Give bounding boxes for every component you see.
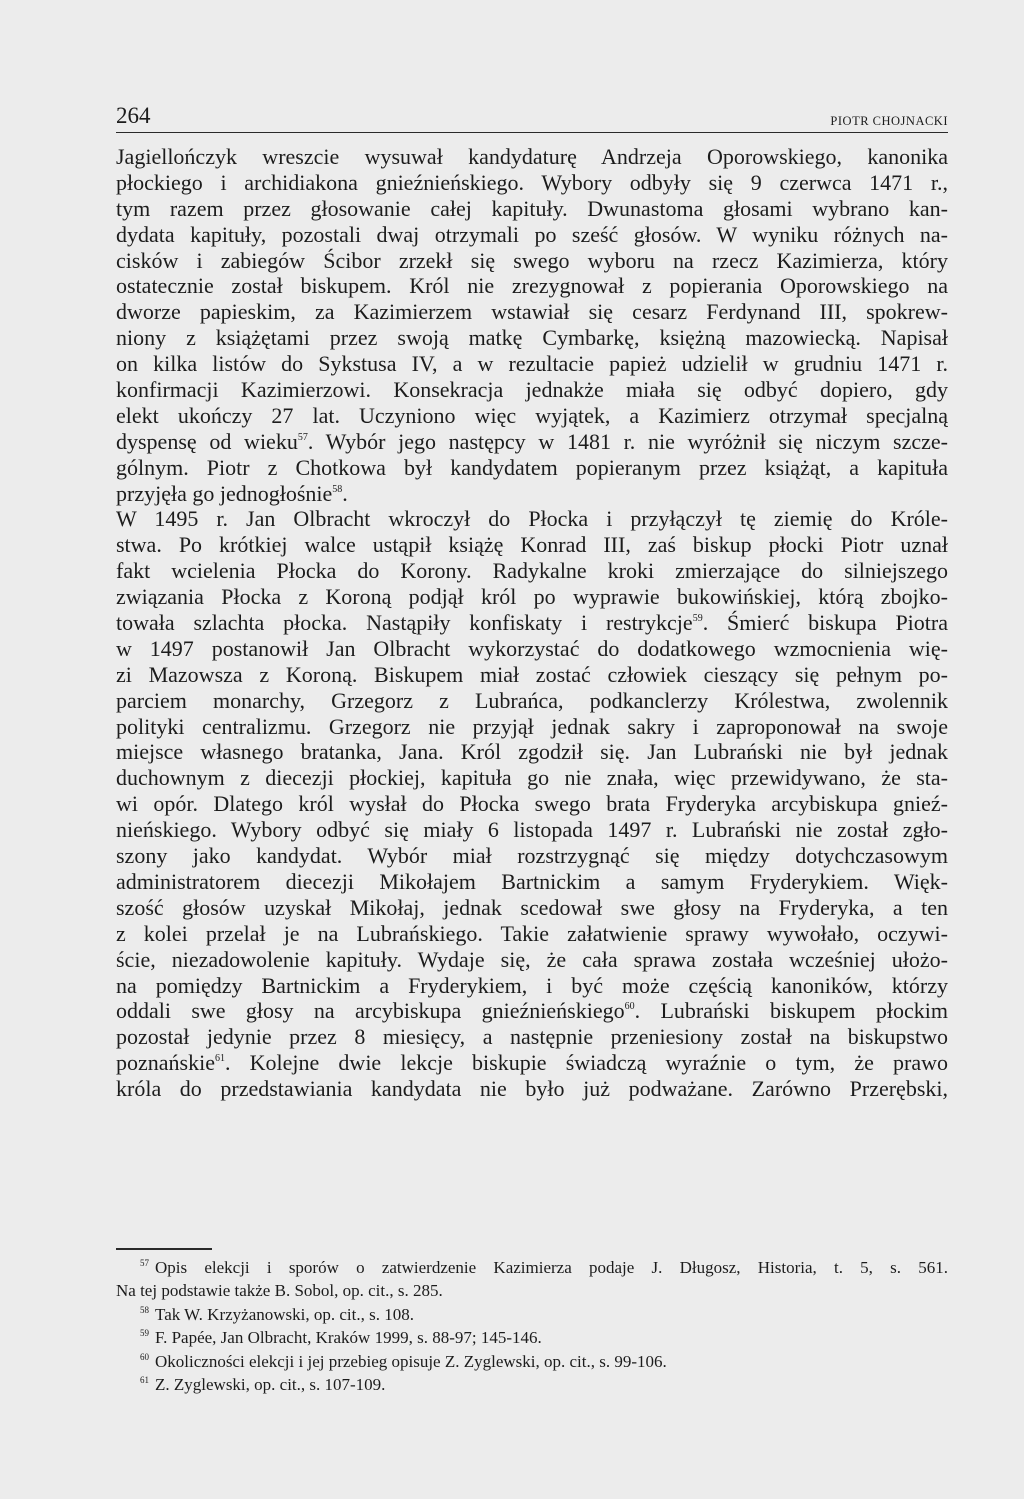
text-line	[116, 325, 948, 351]
text-line	[116, 714, 948, 740]
footnote-number: 61	[140, 1374, 149, 1385]
text-segment: ostatecznie został biskupem. Król nie zrezygnował z popierania Oporowskiego na	[116, 273, 948, 299]
text-line	[116, 248, 948, 274]
text-segment: pozostał jedynie przez 8 miesięcy, a następnie przeniesiony został na biskupstwo	[116, 1024, 948, 1050]
text-segment: stwa. Po krótkiej walce ustąpił książę Konrad III, zaś biskup płocki Piotr uznał	[116, 532, 948, 558]
text-segment: związania Płocka z Koroną podjął król po wyprawie bukowińskiej, którą zbojko-	[116, 584, 948, 610]
text-segment: nieńskiego. Wybory odbyć się miały 6 listopada 1497 r. Lubrański nie został zgło-	[116, 817, 948, 843]
text-line	[116, 636, 948, 662]
text-segment: dydata kapituły, pozostali dwaj otrzymali po sześć głosów. W wyniku różnych na-	[116, 221, 948, 247]
text-line	[116, 947, 948, 973]
text-line	[116, 532, 948, 558]
text-line	[116, 688, 948, 714]
text-segment: miejsce własnego bratanka, Jana. Król zgodził się. Jan Lubrański nie był jednak	[116, 739, 948, 765]
footnote-line	[116, 1350, 948, 1373]
footnote-line	[116, 1373, 948, 1396]
text-segment: dyspensę od wieku	[116, 428, 298, 454]
footnote-text: Okoliczności elekcji i jej przebieg opisuje Z. Zyglewski, op. cit., s. 99-106.	[155, 1351, 667, 1371]
footnote-reference[interactable]: 60	[624, 1001, 635, 1013]
footnote-text: Na tej podstawie także B. Sobol, op. cit., s. 285.	[116, 1281, 443, 1301]
text-segment: dworze papieskim, za Kazimierzem wstawiał się cesarz Ferdynand III, spokrew-	[116, 299, 948, 325]
text-line	[116, 739, 948, 765]
page-number: 264	[116, 103, 151, 128]
text-segment: . Lubrański biskupem płockim	[634, 998, 948, 1024]
text-line	[116, 170, 948, 196]
footnote-line	[116, 1279, 948, 1302]
text-segment: w 1497 postanowił Jan Olbracht wykorzystać do dodatkowego wzmocnienia wię-	[116, 635, 948, 661]
text-segment: szość głosów uzyskał Mikołaj, jednak scedował swe głosy na Fryderyka, a ten	[116, 894, 948, 920]
text-line	[116, 998, 948, 1024]
text-segment: polityki centralizmu. Grzegorz nie przyjął jednak sakry i zaproponował na swoje	[116, 713, 948, 739]
text-line	[116, 895, 948, 921]
footnote-text: F. Papée, Jan Olbracht, Kraków 1999, s. 88-97; 145-146.	[155, 1328, 542, 1348]
footnote-number: 58	[140, 1304, 149, 1315]
text-segment: szony jako kandydat. Wybór miał rozstrzygnąć się między dotychczasowym	[116, 843, 948, 869]
text-segment: poznańskie	[116, 1050, 215, 1076]
text-segment: fakt wcielenia Płocka do Korony. Radykalne kroki zmierzające do silniejszego	[116, 558, 948, 584]
text-segment: . Kolejne dwie lekcje biskupie świadczą wyraźnie o tym, że prawo	[224, 1050, 948, 1076]
text-segment: króla do przedstawiania kandydata nie było już podważane. Zarówno Przerębski,	[116, 1076, 948, 1102]
footnote-text: Tak W. Krzyżanowski, op. cit., s. 108.	[155, 1304, 414, 1324]
footnote-line	[116, 1326, 948, 1349]
footnote-text: Z. Zyglewski, op. cit., s. 107-109.	[155, 1374, 386, 1394]
text-line	[116, 869, 948, 895]
footnote-line	[116, 1303, 948, 1326]
footnote-number: 60	[140, 1351, 149, 1362]
text-segment: wi opór. Dlatego król wysłał do Płocka swego brata Fryderyka arcybiskupa gnieź-	[116, 791, 948, 817]
page-header	[116, 102, 948, 133]
text-segment: towała szlachta płocka. Nastąpiły konfiskaty i restrykcje	[116, 610, 693, 636]
text-segment: duchownym z diecezji płockiej, kapituła go nie znała, więc przewidywano, że sta-	[116, 765, 948, 791]
text-segment: zi Mazowsza z Koroną. Biskupem miał zostać człowiek cieszący się pełnym po-	[116, 661, 948, 687]
footnote-reference[interactable]: 58	[332, 483, 343, 495]
text-line	[116, 610, 948, 636]
footnote-reference[interactable]: 61	[214, 1053, 225, 1065]
footnote-number: 59	[140, 1328, 149, 1339]
text-segment: oddali swe głosy na arcybiskupa gnieźnieńskiego	[116, 998, 625, 1024]
text-segment: elekt ukończy 27 lat. Uczyniono więc wyjątek, a Kazimierz otrzymał specjalną	[116, 402, 948, 428]
text-line	[116, 403, 948, 429]
text-segment: on kilka listów do Sykstusa IV, a w rezultacie papież udzielił w grudniu 1471 r.	[116, 351, 948, 377]
text-line	[116, 1024, 948, 1050]
text-line	[116, 1076, 948, 1102]
text-line	[116, 662, 948, 688]
text-line	[116, 299, 948, 325]
main-text	[116, 144, 948, 1102]
footnote-separator	[116, 1248, 212, 1250]
footnote-line	[116, 1256, 948, 1279]
text-segment: administratorem diecezji Mikołajem Bartnickim a samym Fryderykiem. Więk-	[116, 868, 948, 894]
text-segment: tym razem przez głosowanie całej kapituły. Dwunastoma głosami wybrano kan-	[116, 195, 948, 221]
text-line	[116, 351, 948, 377]
footnotes	[116, 1256, 948, 1396]
text-segment: Jagiellończyk wreszcie wysuwał kandydaturę Andrzeja Oporowskiego, kanonika	[116, 144, 948, 169]
text-segment: .	[342, 480, 348, 506]
text-line	[116, 765, 948, 791]
text-line	[116, 817, 948, 843]
text-segment: niony z książętami przez swoją matkę Cymbarkę, księżną mazowiecką. Napisał	[116, 325, 948, 351]
text-line	[116, 377, 948, 403]
text-segment: cisków i zabiegów Ścibor zrzekł się swego wyboru na rzecz Kazimierza, który	[116, 247, 948, 273]
text-line	[116, 144, 948, 170]
footnote-text: Opis elekcji i sporów o zatwierdzenie Kazimierza podaje J. Długosz, Historia, t. 5, s. 561.	[155, 1258, 948, 1277]
text-line	[116, 506, 948, 532]
text-line	[116, 973, 948, 999]
text-segment: gólnym. Piotr z Chotkowa był kandydatem popieranym przez książąt, a kapituła	[116, 454, 948, 480]
text-segment: ście, niezadowolenie kapituły. Wydaje się, że cała sprawa została wcześniej ułożo-	[116, 946, 948, 972]
text-line	[116, 273, 948, 299]
text-segment: przyjęła go jednogłośnie	[116, 480, 333, 506]
text-line	[116, 921, 948, 947]
footnote-reference[interactable]: 59	[692, 613, 703, 625]
text-segment: z kolei przelał je na Lubrańskiego. Takie załatwienie sprawy wywołało, oczywi-	[116, 920, 948, 946]
text-segment: . Śmierć biskupa Piotra	[702, 610, 948, 636]
text-line	[116, 791, 948, 817]
text-segment: płockiego i archidiakona gnieźnieńskiego. Wybory odbyły się 9 czerwca 1471 r.,	[116, 169, 948, 195]
text-line	[116, 196, 948, 222]
text-line	[116, 584, 948, 610]
footnote-reference[interactable]: 57	[297, 431, 308, 443]
text-line	[116, 558, 948, 584]
text-line	[116, 843, 948, 869]
text-line	[116, 222, 948, 248]
text-segment: konfirmacji Kazimierzowi. Konsekracja jednakże miała się odbyć dopiero, gdy	[116, 377, 948, 403]
text-segment: . Wybór jego następcy w 1481 r. nie wyróżnił się niczym szcze-	[307, 428, 948, 454]
footnote-number: 57	[140, 1258, 149, 1268]
text-line	[116, 481, 948, 507]
text-segment: W 1495 r. Jan Olbracht wkroczył do Płocka i przyłączył tę ziemię do Króle-	[116, 506, 948, 532]
text-line	[116, 455, 948, 481]
text-line	[116, 1050, 948, 1076]
text-segment: na pomiędzy Bartnickim a Fryderykiem, i być może częścią kanoników, którzy	[116, 972, 948, 998]
text-line	[116, 429, 948, 455]
running-head: PIOTR CHOJNACKI	[830, 114, 948, 128]
text-segment: parciem monarchy, Grzegorz z Lubrańca, podkanclerzy Królestwa, zwolennik	[116, 687, 948, 713]
